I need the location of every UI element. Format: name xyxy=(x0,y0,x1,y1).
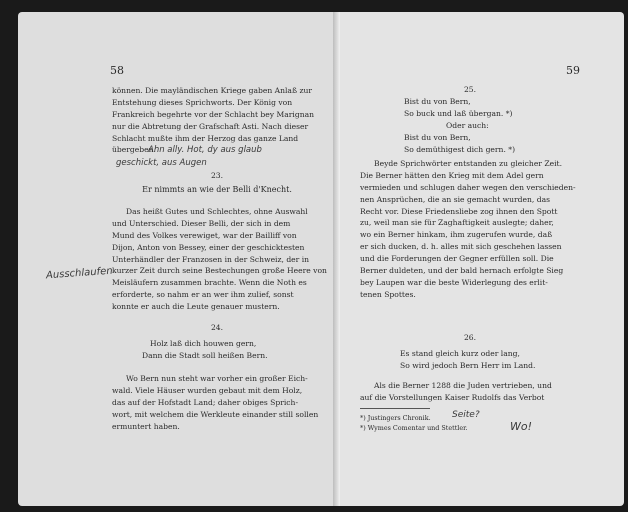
text-line: erforderte, so nahm er an wer ihm zulief, sonst xyxy=(112,290,294,300)
text-line: zu, weil man sie für Zaghaftigkeit auslegte; daher, xyxy=(360,218,554,228)
text-line: auf die Vorstellungen Kaiser Rudolfs das Verbot xyxy=(360,392,545,402)
verse-line: Bist du von Bern, xyxy=(404,132,471,142)
text-line: Die Berner hätten den Krieg mit dem Adel gern xyxy=(360,170,544,180)
section-25-verse xyxy=(360,96,580,155)
text-line: wo ein Berner hinkam, ihm zugerufen wurde, daß xyxy=(360,230,553,240)
text-line: Meisläufern zusammen brachte. Wenn die Noth es xyxy=(112,278,307,288)
page-number: 59 xyxy=(566,64,580,77)
text-line: kurzer Zeit durch seine Bestechungen große Heere von xyxy=(112,266,327,276)
handwritten-note: Wo! xyxy=(510,420,533,433)
text-line: Berner duldeten, und der bald hernach erfolgte Sieg xyxy=(360,266,564,276)
text-line: Wo Bern nun steht war vorher ein großer Eich- xyxy=(126,374,308,383)
text-line: ermuntert haben. xyxy=(112,421,180,431)
text-line: Unterhändler der Franzosen in der Schweiz, der in xyxy=(112,254,310,264)
text-line: konnte er auch die Leute genauer mustern. xyxy=(112,302,280,312)
right-page xyxy=(340,12,624,506)
handwritten-note: Ahn ally. Hot, dy aus glaub xyxy=(148,145,262,155)
verse-line: So demüthigest dich gern. *) xyxy=(404,144,516,154)
verse-line: Holz laß dich houwen gern, xyxy=(150,339,257,348)
text-line: und die Forderungen der Gegner erfüllen soll. Die xyxy=(360,254,554,264)
text-block-section-23 xyxy=(112,206,327,313)
marginal-handwriting: Ausschlaufen xyxy=(45,265,114,282)
handwritten-note: Seite? xyxy=(452,410,480,420)
section-26-number: 26. xyxy=(463,333,477,342)
text-line: wald. Viele Häuser wurden gebaut mit dem Holz, xyxy=(112,385,303,395)
text-line: Mund des Volkes verewiget, war der Bailliff von xyxy=(112,230,297,240)
text-line: wort, mit welchem die Werkleute einander still sollen xyxy=(112,409,319,419)
text-line: bey Laupen war die beste Widerlegung des erlit- xyxy=(360,277,548,287)
text-line: können. Die mayländischen Kriege gaben Anlaß zur xyxy=(112,86,312,95)
section-23-heading: Er nimmts an wie der Belli d'Knecht. xyxy=(142,185,292,194)
left-page xyxy=(18,12,336,506)
verse-line: Oder auch: xyxy=(446,120,489,130)
section-25-number: 25. xyxy=(463,85,477,94)
text-line: nur die Abtretung der Grafschaft Asti. Nach dieser xyxy=(112,121,309,131)
text-block-section-24 xyxy=(112,373,322,432)
section-26-verse xyxy=(360,348,580,372)
text-line: nen Ansprüchen, die an sie gemacht wurden, das xyxy=(360,194,551,204)
text-line: tenen Spottes. xyxy=(360,289,416,299)
text-line: Frankreich begehrte vor der Schlacht bey Marignan xyxy=(112,109,315,119)
verse-line: So wird jedoch Bern Herr im Land. xyxy=(400,360,536,370)
text-line: er sich ducken, d. h. alles mit sich geschehen lassen xyxy=(360,242,562,252)
handwritten-note: geschickt, aus Augen xyxy=(116,158,207,168)
text-line: Schlacht mußte ihm der Herzog das ganze Land xyxy=(112,133,299,143)
section-24-number: 24. xyxy=(210,323,224,332)
text-line: und Unterschied. Dieser Belli, der sich in dem xyxy=(112,218,291,228)
footnote: *) Justingers Chronik. xyxy=(360,414,431,422)
text-line: Beyde Sprichwörter entstanden zu gleicher Zeit. xyxy=(374,159,563,168)
text-line: Entstehung dieses Sprichworts. Der König von xyxy=(112,97,293,107)
page-number: 58 xyxy=(110,64,124,77)
footnote: *) Wymes Comentar und Stettler. xyxy=(360,424,468,432)
text-line: übergeben. xyxy=(112,145,156,155)
verse-line: Es stand gleich kurz oder lang, xyxy=(400,349,520,358)
text-line: das auf der Hofstadt Land; daher obiges Sprich- xyxy=(112,397,299,407)
text-line: Recht vor. Diese Friedensliebe zog ihnen den Spott xyxy=(360,206,558,216)
text-line: Das heißt Gutes und Schlechtes, ohne Auswahl xyxy=(126,207,308,216)
verse-line: Bist du von Bern, xyxy=(404,97,471,106)
footnote-rule xyxy=(360,408,430,409)
text-block-section-25 xyxy=(360,158,580,301)
verse-line: So buck und laß übergan. *) xyxy=(404,108,513,118)
section-23-number: 23. xyxy=(210,171,224,180)
text-block-section-26 xyxy=(360,380,580,404)
section-24-verse xyxy=(112,338,322,362)
text-line: vermieden und schlugen daher wegen den verschieden- xyxy=(360,182,576,192)
text-line: Dijon, Anton von Bessey, einer der geschicktesten xyxy=(112,242,305,252)
text-line: Als die Berner 1288 die Juden vertrieben, und xyxy=(374,381,552,390)
verse-line: Dann die Stadt soll heißen Bern. xyxy=(142,350,268,360)
